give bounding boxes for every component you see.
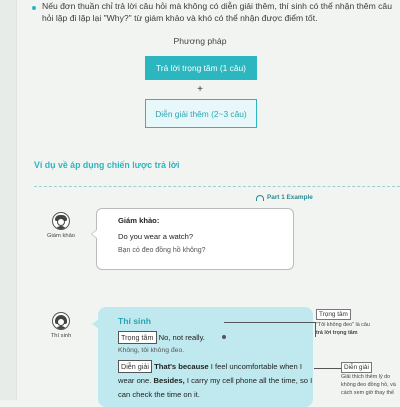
explanation-line-1 xyxy=(118,360,302,373)
side-note-focus-text-b: trả lời trọng tâm xyxy=(316,330,358,336)
method-title: Phương pháp xyxy=(173,36,227,46)
explanation-box xyxy=(145,99,257,128)
examiner-question-translation: Bạn có đeo đồng hồ không? xyxy=(118,247,206,254)
side-note-explain-line-3: cách xem giờ thay thế xyxy=(341,390,394,396)
answer-text: No, not really. xyxy=(158,333,205,342)
example-heading: Ví dụ về áp dụng chiến lược trả lời xyxy=(34,160,180,170)
main-answer-box xyxy=(145,56,257,80)
explanation-text-2a: wear one. xyxy=(118,376,152,385)
explanation-text-1: I feel uncomfortable when I xyxy=(210,362,302,371)
explanation-text-2b: I carry my cell phone all the time, so I xyxy=(186,376,313,385)
examiner-name: Giám khảo: xyxy=(118,216,160,225)
margin-divider xyxy=(16,0,17,400)
explanation-line-3: can check the time on it. xyxy=(118,390,200,399)
answer-line xyxy=(118,331,205,344)
candidate-bubble-tail xyxy=(92,319,99,329)
side-note-focus-text-a: "Tôi không đeo" là câu xyxy=(316,322,370,328)
side-note-explain-line-2: không đeo đồng hồ, và xyxy=(341,382,396,388)
side-note-explain-tag: Diễn giải xyxy=(341,362,372,373)
explain-connector-line xyxy=(314,368,341,369)
connector-phrase: That's because xyxy=(154,362,209,371)
candidate-avatar xyxy=(52,312,70,330)
examiner-avatar xyxy=(52,212,70,230)
focus-connector-line xyxy=(224,322,316,337)
examiner-avatar-label: Giám khảo xyxy=(46,233,76,239)
bullet-icon xyxy=(32,6,36,10)
page-margin xyxy=(0,0,16,400)
candidate-name: Thí sinh xyxy=(118,316,151,326)
connector-word: Besides, xyxy=(153,376,185,385)
headset-icon xyxy=(256,195,264,201)
side-note-focus-tag: Trọng tâm xyxy=(316,309,351,320)
side-note-explain-line-1: Giải thích thêm lý do xyxy=(341,374,391,380)
intro-paragraph: Nếu đơn thuần chỉ trả lời câu hỏi mà không có diễn giải thêm, thí sinh có thể nhận thêm câu hỏi lặp đi lặp lại "Why?" từ giám khảo và khó có thể nhận được điểm tốt. xyxy=(42,1,392,23)
explanation-line-2 xyxy=(118,376,312,385)
part-tag-label: Part 1 Example xyxy=(267,194,313,201)
candidate-avatar-label: Thí sinh xyxy=(50,333,72,339)
explanation-label: Diễn giải thêm (2~3 câu) xyxy=(155,108,247,119)
main-answer-label: Trả lời trọng tâm (1 câu) xyxy=(156,63,246,73)
answer-translation: Không, tôi không đeo. xyxy=(118,347,185,354)
plus-sign: + xyxy=(197,84,203,95)
examiner-question: Do you wear a watch? xyxy=(118,232,194,241)
examiner-bubble-tail-fill xyxy=(92,230,97,238)
focus-connector-dot xyxy=(222,335,226,339)
explain-tag: Diễn giải xyxy=(118,360,152,373)
section-divider xyxy=(34,186,400,187)
focus-tag: Trọng tâm xyxy=(118,331,157,344)
part-tag xyxy=(256,194,313,201)
